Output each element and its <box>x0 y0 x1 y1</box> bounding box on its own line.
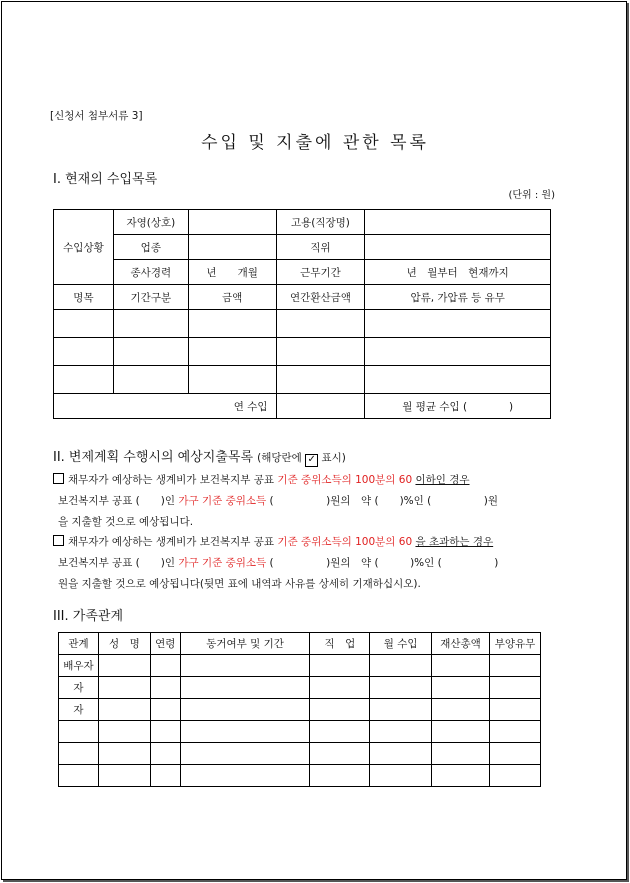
cell[interactable] <box>150 677 180 699</box>
relation-cell: 배우자 <box>59 655 99 677</box>
position-label: 직위 <box>276 235 365 260</box>
option2-checkbox[interactable] <box>53 535 64 546</box>
industry-value[interactable] <box>188 235 276 260</box>
table-row <box>59 655 541 677</box>
section2-heading <box>53 446 346 467</box>
table-row <box>59 721 541 743</box>
cell[interactable] <box>98 765 150 787</box>
table-row <box>54 310 551 338</box>
col-item: 명목 <box>54 285 114 310</box>
cell[interactable] <box>489 677 540 699</box>
section1-heading: I. 현재의 수입목록 <box>53 172 158 187</box>
income-status-label: 수입상황 <box>54 210 114 285</box>
text: ( )원의 약 ( )%인 ( )원 <box>269 495 498 507</box>
cell[interactable] <box>180 655 310 677</box>
relation-cell: 자 <box>59 699 99 721</box>
family-table <box>58 632 541 787</box>
cell[interactable] <box>489 721 540 743</box>
cell[interactable] <box>54 338 114 366</box>
cell[interactable] <box>54 366 114 394</box>
text-red: 가구 기준 중위소득 <box>178 495 267 507</box>
annual-income-label: 연 수입 <box>54 394 277 419</box>
cell[interactable] <box>370 765 432 787</box>
header-dependent: 부양유무 <box>489 633 540 655</box>
cell[interactable] <box>432 699 490 721</box>
position-value[interactable] <box>365 235 551 260</box>
cell[interactable] <box>188 366 276 394</box>
page-title: 수입 및 지출에 관한 목록 <box>201 133 429 153</box>
cell[interactable] <box>150 743 180 765</box>
cell[interactable] <box>310 743 370 765</box>
cell[interactable] <box>370 721 432 743</box>
cell[interactable] <box>310 677 370 699</box>
employed-label: 고용(직장명) <box>276 210 365 235</box>
header-job: 직 업 <box>310 633 370 655</box>
table-row <box>59 765 541 787</box>
relation-cell: 자 <box>59 677 99 699</box>
text-underlined: 이하인 경우 <box>415 474 470 486</box>
cell[interactable] <box>370 655 432 677</box>
note-suffix: 표시) <box>321 452 346 464</box>
career-value[interactable]: 년 개월 <box>188 260 276 285</box>
section3-heading: III. 가족관계 <box>53 609 123 624</box>
cell[interactable] <box>150 655 180 677</box>
cell[interactable] <box>54 310 114 338</box>
annual-income-value[interactable] <box>276 394 365 419</box>
self-employed-label: 자영(상호) <box>113 210 188 235</box>
text: 보건복지부 공표 ( )인 <box>58 557 176 569</box>
employed-value[interactable] <box>365 210 551 235</box>
option2-line2 <box>58 555 498 570</box>
cell[interactable] <box>370 743 432 765</box>
table-row <box>59 699 541 721</box>
section2-title: II. 변제계획 수행시의 예상지출목록 <box>53 450 254 465</box>
text: 채무자가 예상하는 생계비가 보건복지부 공표 <box>68 474 275 486</box>
cell[interactable] <box>150 765 180 787</box>
cell[interactable] <box>98 721 150 743</box>
header-cohabitation: 동거여부 및 기간 <box>180 633 310 655</box>
work-period-label: 근무기간 <box>276 260 365 285</box>
cell[interactable] <box>180 699 310 721</box>
table-row <box>54 338 551 366</box>
cell[interactable] <box>98 677 150 699</box>
cell[interactable] <box>180 765 310 787</box>
attachment-label: [신청서 첨부서류 3] <box>50 110 143 122</box>
cell[interactable] <box>310 699 370 721</box>
relation-cell[interactable] <box>59 721 99 743</box>
relation-cell[interactable] <box>59 765 99 787</box>
option1-checkbox[interactable] <box>53 473 64 484</box>
cell[interactable] <box>432 677 490 699</box>
monthly-avg-label: 월 평균 수입 ( ) <box>365 394 551 419</box>
industry-label: 업종 <box>113 235 188 260</box>
cell[interactable] <box>98 699 150 721</box>
option1-line3: 을 지출할 것으로 예상됩니다. <box>58 516 194 528</box>
header-assets: 재산총액 <box>432 633 490 655</box>
text: 보건복지부 공표 ( )인 <box>58 495 176 507</box>
table-row <box>59 677 541 699</box>
section2-note <box>257 452 346 464</box>
col-amount: 금액 <box>188 285 276 310</box>
cell[interactable] <box>113 366 188 394</box>
cell[interactable] <box>489 699 540 721</box>
cell[interactable] <box>98 743 150 765</box>
text-underlined: 을 초과하는 경우 <box>415 536 494 548</box>
col-seizure: 압류, 가압류 등 유무 <box>365 285 551 310</box>
cell[interactable] <box>432 765 490 787</box>
cell[interactable] <box>113 338 188 366</box>
cell[interactable] <box>489 765 540 787</box>
cell[interactable] <box>365 366 551 394</box>
cell[interactable] <box>180 743 310 765</box>
text-red: 가구 기준 중위소득 <box>178 557 267 569</box>
col-period-type: 기간구분 <box>113 285 188 310</box>
cell[interactable] <box>370 677 432 699</box>
cell[interactable] <box>310 655 370 677</box>
cell[interactable] <box>113 310 188 338</box>
cell[interactable] <box>365 310 551 338</box>
note-prefix: (해당란에 <box>257 452 302 464</box>
cell[interactable] <box>180 677 310 699</box>
col-annual: 연간환산금액 <box>276 285 365 310</box>
family-header-row <box>59 633 541 655</box>
text-red: 기준 중위소득의 100분의 60 <box>277 536 413 548</box>
header-relation: 관계 <box>59 633 99 655</box>
work-period-value[interactable]: 년 월부터 현재까지 <box>365 260 551 285</box>
cell[interactable] <box>188 338 276 366</box>
cell[interactable] <box>276 338 365 366</box>
option1-line2 <box>58 493 498 508</box>
option1-line1 <box>53 472 470 487</box>
checkbox-checked-icon: ✓ <box>305 454 318 467</box>
cell[interactable] <box>365 338 551 366</box>
text: 채무자가 예상하는 생계비가 보건복지부 공표 <box>68 536 275 548</box>
cell[interactable] <box>489 655 540 677</box>
cell[interactable] <box>276 310 365 338</box>
text-red: 기준 중위소득의 100분의 60 <box>277 474 413 486</box>
unit-label: (단위 : 원) <box>508 190 555 201</box>
self-employed-value[interactable] <box>188 210 276 235</box>
header-monthly-income: 월 수입 <box>370 633 432 655</box>
cell[interactable] <box>432 655 490 677</box>
relation-cell[interactable] <box>59 743 99 765</box>
cell[interactable] <box>98 655 150 677</box>
text: ( )원의 약 ( )%인 ( ) <box>269 557 499 569</box>
income-table <box>53 209 551 419</box>
cell[interactable] <box>276 366 365 394</box>
cell[interactable] <box>432 721 490 743</box>
cell[interactable] <box>310 721 370 743</box>
header-age: 연령 <box>150 633 180 655</box>
cell[interactable] <box>370 699 432 721</box>
cell[interactable] <box>432 743 490 765</box>
option2-line1 <box>53 534 493 549</box>
career-label: 종사경력 <box>113 260 188 285</box>
table-row <box>59 743 541 765</box>
option2-line3: 원을 지출할 것으로 예상됩니다(뒷면 표에 내역과 사유를 상세히 기재하십시오). <box>58 578 421 590</box>
table-row <box>54 366 551 394</box>
header-name: 성 명 <box>98 633 150 655</box>
cell[interactable] <box>180 721 310 743</box>
cell[interactable] <box>310 765 370 787</box>
cell[interactable] <box>188 310 276 338</box>
cell[interactable] <box>150 699 180 721</box>
cell[interactable] <box>489 743 540 765</box>
cell[interactable] <box>150 721 180 743</box>
